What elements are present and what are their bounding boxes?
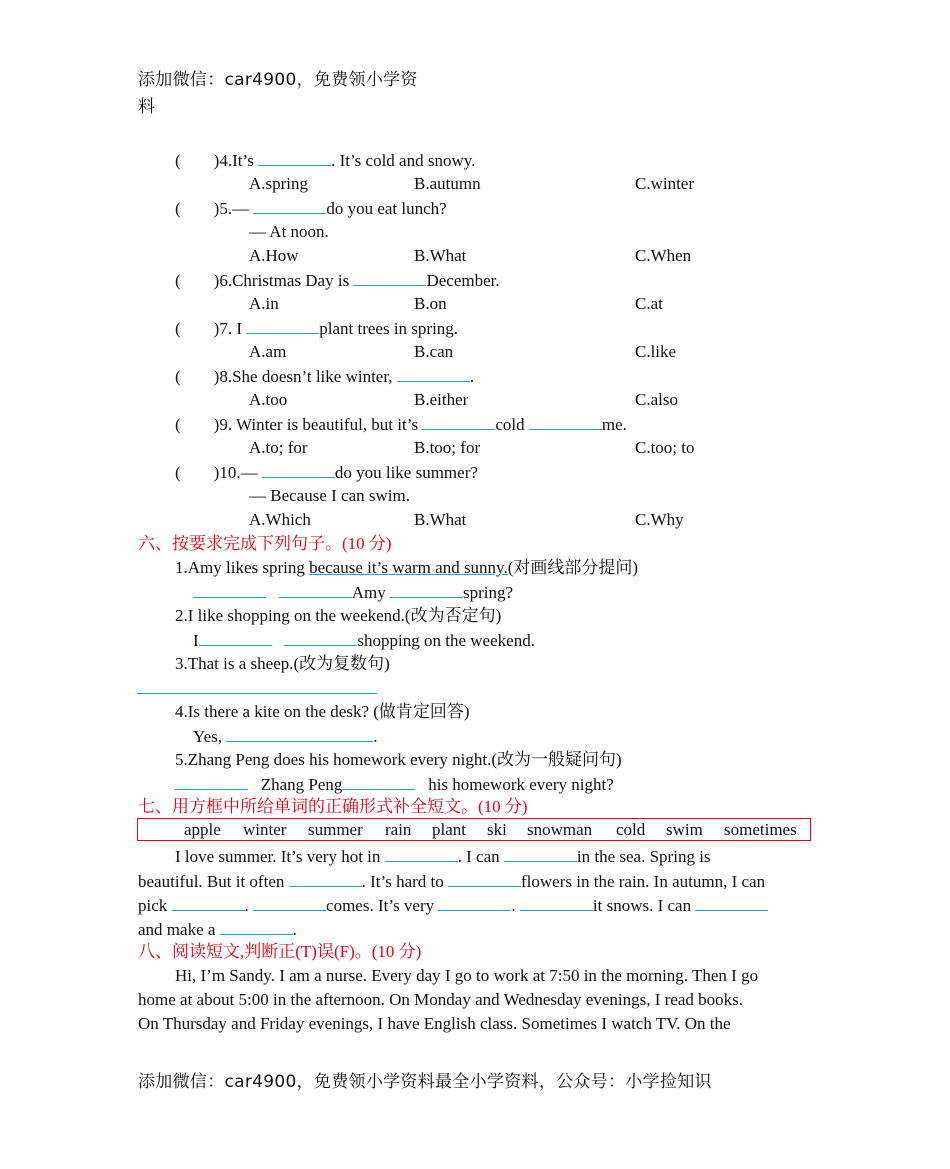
answer-paren: ( — [175, 463, 181, 482]
answer-blank[interactable] — [385, 846, 458, 862]
answer-blank[interactable] — [504, 846, 577, 862]
sentence-1 — [175, 558, 638, 578]
passage-text: I love summer. It’s very hot in — [175, 847, 381, 866]
answer-blank[interactable] — [529, 414, 602, 430]
answer-paren: ( — [175, 199, 181, 218]
sentence-text: 1.Amy likes spring — [175, 558, 310, 577]
passage-text: pick — [138, 896, 168, 915]
passage-text: . It’s hard to — [361, 872, 444, 891]
section-8-title: 八、阅读短文,判断正(T)误(F)。(10 分) — [138, 942, 422, 961]
option-b: B.too; for — [414, 438, 481, 457]
reading-line-1: Hi, I’m Sandy. I am a nurse. Every day I go to work at 7:50 in the morning. Then I go — [175, 966, 759, 985]
question-5 — [175, 198, 447, 219]
instruction-note: (对画线部分提问) — [507, 558, 639, 577]
reading-line-2: home at about 5:00 in the afternoon. On Monday and Wednesday evenings, I read books. — [138, 990, 743, 1009]
question-4 — [175, 150, 475, 171]
answer-blank[interactable] — [226, 726, 373, 742]
answer-text: . — [373, 727, 378, 746]
passage-text: comes. It’s very — [326, 896, 435, 915]
footer-watermark: 添加微信：car4900，免费领小学资料最全小学资料，公众号：小学捡知识 — [138, 1072, 712, 1092]
sentence-2: 2.I like shopping on the weekend.(改为否定句) — [175, 606, 502, 625]
question-number: )4.It’s — [213, 151, 254, 170]
underlined-phrase: because it’s warm and sunny. — [309, 558, 508, 577]
answer-blank[interactable] — [390, 582, 463, 598]
word-bank-word: plant — [432, 820, 466, 839]
answer-blank[interactable] — [258, 150, 331, 166]
answer-blank[interactable] — [284, 630, 357, 646]
question-10 — [175, 462, 478, 483]
answer-blank[interactable] — [695, 895, 768, 911]
option-a: A.in — [249, 294, 279, 313]
passage-line-3 — [138, 895, 768, 916]
option-a: A.to; for — [249, 438, 308, 457]
answer-blank[interactable] — [193, 582, 266, 598]
header-watermark-line2: 料 — [138, 97, 156, 117]
option-c: C.Why — [635, 510, 684, 529]
question-text: plant trees in spring. — [319, 319, 459, 338]
option-b: B.What — [414, 510, 467, 529]
question-number: )8.She doesn’t like winter, — [213, 367, 393, 386]
section-7-title: 七、用方框中所给单词的正确形式补全短文。(10 分) — [138, 797, 528, 816]
passage-line-1 — [175, 846, 711, 867]
question-6 — [175, 270, 500, 291]
passage-line-2 — [138, 871, 765, 892]
option-a: A.spring — [249, 174, 309, 193]
answer-blank[interactable] — [262, 462, 335, 478]
passage-text: and make a — [138, 920, 216, 939]
question-text: December. — [426, 271, 500, 290]
option-b: B.can — [414, 342, 454, 361]
word-bank-word: cold — [616, 820, 646, 839]
answer-blank[interactable] — [520, 895, 593, 911]
option-b: B.either — [414, 390, 469, 409]
option-c: C.also — [635, 390, 678, 409]
option-b: B.on — [414, 294, 447, 313]
question-text: cold — [495, 415, 525, 434]
answer-blank[interactable] — [397, 366, 470, 382]
option-b: B.autumn — [414, 174, 481, 193]
word-bank-word: rain — [385, 820, 412, 839]
answer-blank[interactable] — [172, 895, 245, 911]
answer-text: his homework every night? — [428, 775, 614, 794]
answer-blank[interactable] — [342, 774, 415, 790]
reading-line-3: On Thursday and Friday evenings, I have English class. Sometimes I watch TV. On the — [138, 1014, 731, 1033]
question-text: . — [469, 367, 475, 386]
answer-text: spring? — [463, 583, 514, 602]
question-text: do you like summer? — [334, 463, 478, 482]
option-c: C.When — [635, 246, 692, 265]
option-a: A.am — [249, 342, 287, 361]
answer-blank[interactable] — [253, 198, 326, 214]
answer-paren: ( — [175, 271, 181, 290]
question-text: me. — [601, 415, 627, 434]
question-number: )10.— — [213, 463, 258, 482]
sentence-5-answer — [175, 774, 614, 795]
answer-blank[interactable] — [438, 895, 511, 911]
sentence-3: 3.That is a sheep.(改为复数句) — [175, 654, 390, 673]
question-text: . It’s cold and snowy. — [331, 151, 476, 170]
answer-blank[interactable] — [289, 871, 362, 887]
passage-text: . — [292, 920, 297, 939]
answer-text: Zhang Peng — [260, 775, 343, 794]
passage-text: . — [244, 896, 249, 915]
question-text: do you eat lunch? — [326, 199, 447, 218]
answer-blank[interactable] — [246, 318, 319, 334]
answer-paren: ( — [175, 415, 181, 434]
answer-blank[interactable] — [353, 270, 426, 286]
passage-text: beautiful. But it often — [138, 872, 285, 891]
answer-paren: ( — [175, 151, 181, 170]
word-bank-word: swim — [666, 820, 703, 839]
answer-text: Amy — [351, 583, 386, 602]
passage-text: it snows. I can — [592, 896, 692, 915]
passage-text: in the sea. Spring is — [576, 847, 711, 866]
answer-blank[interactable] — [279, 582, 352, 598]
answer-paren: ( — [175, 367, 181, 386]
answer-blank[interactable] — [422, 414, 495, 430]
sentence-2-answer — [193, 630, 535, 651]
header-watermark-line1: 添加微信：car4900，免费领小学资 — [138, 70, 418, 90]
option-c: C.winter — [635, 174, 695, 193]
section-6-title: 六、按要求完成下列句子。(10 分) — [138, 534, 392, 553]
option-b: B.What — [414, 246, 467, 265]
word-bank-word: sometimes — [724, 820, 797, 839]
answer-blank[interactable] — [199, 630, 272, 646]
word-bank-word: summer — [308, 820, 363, 839]
option-c: C.too; to — [635, 438, 695, 457]
passage-line-4 — [138, 919, 297, 940]
option-a: A.How — [249, 246, 299, 265]
question-number: )5.— — [213, 199, 250, 218]
passage-text: flowers in the rain. In autumn, I can — [521, 872, 766, 891]
question-9 — [175, 414, 627, 435]
sentence-4: 4.Is there a kite on the desk? (做肯定回答) — [175, 702, 470, 721]
answer-blank[interactable] — [253, 895, 326, 911]
sentence-4-answer — [193, 726, 378, 747]
answer-paren: ( — [175, 319, 181, 338]
sentence-1-answer — [193, 582, 513, 603]
option-c: C.like — [635, 342, 677, 361]
answer-blank[interactable] — [220, 919, 293, 935]
sentence-5: 5.Zhang Peng does his homework every night.(改为一般疑问句) — [175, 750, 622, 769]
question-number: )6.Christmas Day is — [213, 271, 350, 290]
dialogue-answer: — At noon. — [249, 222, 329, 241]
passage-text: . I can — [457, 847, 500, 866]
dialogue-answer: — Because I can swim. — [249, 486, 410, 505]
word-bank-word: snowman — [527, 820, 593, 839]
word-bank-word: ski — [487, 820, 507, 839]
question-8 — [175, 366, 474, 387]
answer-text: shopping on the weekend. — [357, 631, 535, 650]
word-bank-word: apple — [184, 820, 221, 839]
question-number: )9. Winter is beautiful, but it’s — [213, 415, 419, 434]
option-c: C.at — [635, 294, 663, 313]
passage-text: . — [511, 896, 516, 915]
answer-line[interactable] — [137, 693, 377, 694]
answer-blank[interactable] — [448, 871, 521, 887]
answer-blank[interactable] — [175, 774, 248, 790]
answer-text: I — [193, 631, 199, 650]
word-bank-word: winter — [243, 820, 287, 839]
option-a: A.Which — [249, 510, 311, 529]
option-a: A.too — [249, 390, 288, 409]
question-7 — [175, 318, 458, 339]
question-number: )7. I — [213, 319, 242, 338]
answer-text: Yes, — [193, 727, 222, 746]
word-bank-box — [137, 818, 811, 841]
